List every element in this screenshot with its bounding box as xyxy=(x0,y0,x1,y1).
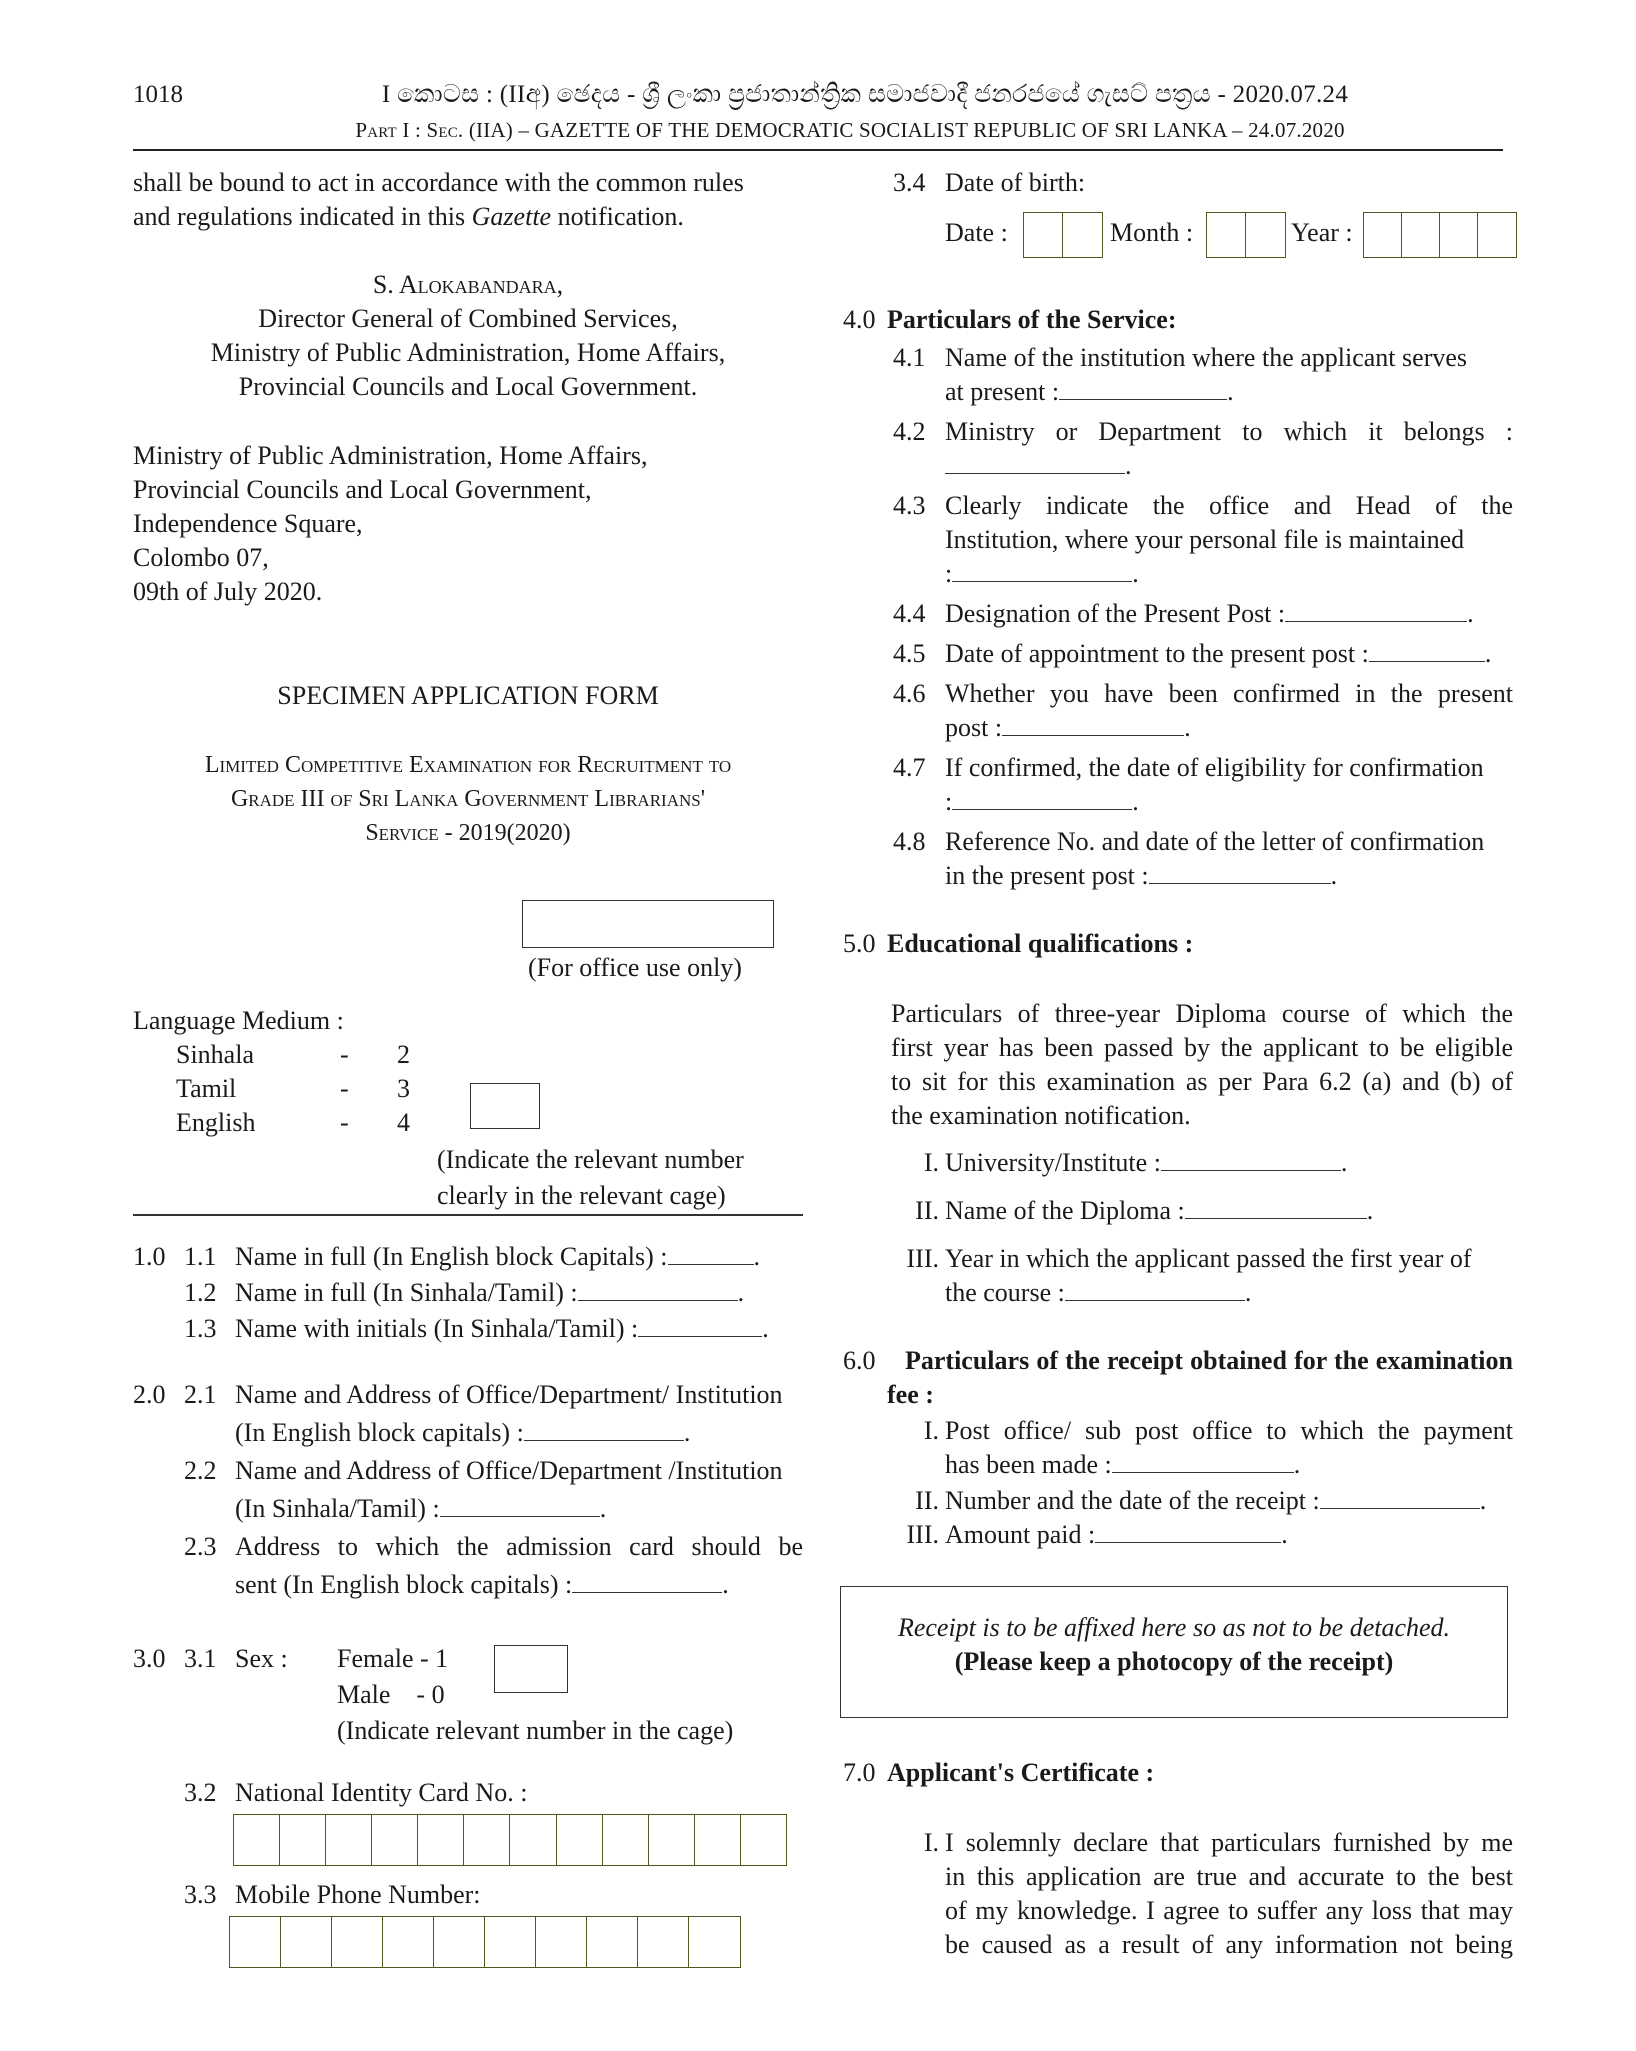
dob-month-label: Month : xyxy=(1110,218,1194,247)
item-number: 4.8 xyxy=(893,827,926,856)
nic-cell[interactable] xyxy=(326,1815,372,1865)
field-office-address-english[interactable]: Name and Address of Office/Department/ Institution (In English block capitals) : . xyxy=(235,1378,803,1450)
receipt-note: (Please keep a photocopy of the receipt) xyxy=(954,1647,1394,1676)
declaration-line: be caused as a result of any information not being xyxy=(945,1930,1513,1959)
field-label: the course : xyxy=(945,1278,1065,1307)
exam-title: Limited Competitive Examination for Recruitment to Grade III of Sri Lanka Government Librarians' Service - 2019(2020) xyxy=(204,752,732,846)
item-number: III. xyxy=(906,1244,939,1273)
intro-paragraph xyxy=(133,166,803,234)
fill-line xyxy=(1320,1490,1480,1509)
gazette-title-english: Part I : Sec. (IIA) – GAZETTE OF THE DEMOCRATIC SOCIALIST REPUBLIC OF SRI LANKA – 24.07.2020 xyxy=(355,118,1345,142)
header-rule xyxy=(133,149,1503,151)
field-personal-file[interactable]: Clearly indicate the office and Head of the Institution, where your personal file is maintained : . xyxy=(945,491,1513,588)
field-label: Number and the date of the receipt : xyxy=(945,1486,1320,1515)
item-number: 4.7 xyxy=(893,753,926,782)
field-label: Ministry or Department to which it belongs : xyxy=(945,417,1513,446)
language-medium-label: Language Medium : xyxy=(133,1006,344,1035)
nic-cell[interactable] xyxy=(603,1815,649,1865)
mobile-cell[interactable] xyxy=(383,1917,434,1967)
item-number: II. xyxy=(915,1196,939,1225)
mobile-input-cells[interactable] xyxy=(229,1916,741,1968)
dob-date-label: Date : xyxy=(945,218,1008,247)
item-number: 1.3 xyxy=(184,1314,217,1343)
dash: - xyxy=(340,1108,349,1137)
mobile-cell[interactable] xyxy=(638,1917,689,1967)
nic-cell[interactable] xyxy=(649,1815,695,1865)
date-cell[interactable] xyxy=(1024,213,1063,257)
field-label: Name with initials (In Sinhala/Tamil) : xyxy=(235,1314,639,1343)
field-name-full-sinhala[interactable]: Name in full (In Sinhala/Tamil) : . xyxy=(235,1278,745,1307)
field-label: : xyxy=(945,559,953,588)
fill-line xyxy=(1002,717,1184,736)
date-line: 09th of July 2020. xyxy=(133,577,323,606)
intro-line-1: shall be bound to act in accordance with the common rules xyxy=(133,168,744,197)
field-label: (In English block capitals) : xyxy=(235,1418,524,1447)
item-number: 4.2 xyxy=(893,417,926,446)
office-use-label: (For office use only) xyxy=(528,953,742,982)
year-cell[interactable] xyxy=(1478,213,1515,257)
dob-year-cells[interactable] xyxy=(1363,212,1517,258)
field-label: post : xyxy=(945,713,1003,742)
gazette-title-sinhala: I කොටස : (IIඅ) ඡෙදය - ශ්‍රී ලංකා ප්‍රජාතාන්ත්‍රික සමාජවාදී ජනරජයේ ගැසට් පත්‍රය - 2020.07.24 xyxy=(381,81,1349,108)
item-number: III. xyxy=(906,1520,939,1549)
field-amount-paid[interactable]: Amount paid : . xyxy=(945,1520,1288,1549)
year-cell[interactable] xyxy=(1402,213,1440,257)
field-post-office[interactable]: Post office/ sub post office to which the payment has been made : . xyxy=(945,1416,1513,1479)
language-tamil: Tamil xyxy=(176,1074,237,1103)
field-year-passed[interactable]: Year in which the applicant passed the first year of the course : . xyxy=(945,1242,1513,1310)
language-sinhala: Sinhala xyxy=(176,1040,254,1069)
para-line: the examination notification. xyxy=(891,1101,1191,1130)
declaration-line: I solemnly declare that particulars furnished by me xyxy=(945,1828,1513,1857)
item-number: 2.1 xyxy=(184,1380,217,1409)
declaration-line: of my knowledge. I agree to suffer any loss that may xyxy=(945,1896,1513,1925)
item-number: 4.3 xyxy=(893,491,926,520)
nic-cell[interactable] xyxy=(280,1815,326,1865)
mobile-cell[interactable] xyxy=(434,1917,485,1967)
dob-label: Date of birth: xyxy=(945,168,1086,197)
month-cell[interactable] xyxy=(1207,213,1246,257)
item-number: 3.3 xyxy=(184,1880,217,1909)
item-number: I. xyxy=(923,1148,939,1177)
dash: - xyxy=(340,1074,349,1103)
item-number: 4.5 xyxy=(893,639,926,668)
section-6-number: 6.0 xyxy=(843,1346,876,1375)
signatory-ministry-2: Provincial Councils and Local Government. xyxy=(238,372,698,401)
section-7-number: 7.0 xyxy=(843,1758,876,1787)
date-cell[interactable] xyxy=(1063,213,1101,257)
field-label: Designation of the Present Post : xyxy=(945,599,1286,628)
fill-line xyxy=(1149,865,1331,884)
para-line: Particulars of three-year Diploma course of which the xyxy=(891,999,1513,1028)
fill-line xyxy=(952,563,1132,582)
fill-line xyxy=(578,1282,738,1301)
field-confirmed[interactable]: Whether you have been confirmed in the present post : . xyxy=(945,679,1513,742)
field-label: has been made : xyxy=(945,1450,1112,1479)
field-label: (In Sinhala/Tamil) : xyxy=(235,1494,440,1523)
page-number: 1018 xyxy=(133,81,183,108)
field-label: Name of the institution where the applicant serves xyxy=(945,343,1468,372)
fill-line xyxy=(1369,643,1485,662)
fill-line xyxy=(1059,381,1227,400)
field-confirmation-letter[interactable]: Reference No. and date of the letter of confirmation in the present post : . xyxy=(945,825,1513,893)
section-5-number: 5.0 xyxy=(843,929,876,958)
receipt-box[interactable] xyxy=(840,1586,1508,1718)
field-office-address-sinhala[interactable]: Name and Address of Office/Department /Institution (In Sinhala/Tamil) : . xyxy=(235,1454,803,1526)
para-line: to sit for this examination as per Para 6.2 (a) and (b) of xyxy=(891,1067,1513,1096)
fill-line xyxy=(945,455,1125,474)
field-designation[interactable]: Designation of the Present Post : . xyxy=(945,599,1474,628)
field-label: Name and Address of Office/Department/ Institution xyxy=(235,1380,783,1409)
signatory-block xyxy=(133,268,803,404)
mobile-cell[interactable] xyxy=(230,1917,281,1967)
field-label: Name in full (In English block Capitals) : xyxy=(235,1242,668,1271)
language-code: 4 xyxy=(397,1108,410,1137)
dob-year-label: Year : xyxy=(1291,218,1353,247)
sex-male: Male - 0 xyxy=(337,1680,445,1709)
nic-cell[interactable] xyxy=(418,1815,464,1865)
field-label: Year in which the applicant passed the first year of xyxy=(945,1244,1472,1273)
section-2-number: 2.0 xyxy=(133,1380,166,1409)
section-7-title: Applicant's Certificate : xyxy=(887,1758,1155,1787)
declaration-line: in this application are true and accurate to the best xyxy=(945,1862,1513,1891)
field-label: Whether you have been confirmed in the present xyxy=(945,679,1513,708)
field-label: at present : xyxy=(945,377,1060,406)
field-ministry[interactable]: Ministry or Department to which it belongs : . xyxy=(945,417,1513,480)
section-5-title: Educational qualifications : xyxy=(887,929,1194,958)
fill-line xyxy=(668,1246,754,1265)
item-number: 4.4 xyxy=(893,599,926,628)
address-line: Colombo 07, xyxy=(133,543,269,572)
mobile-cell[interactable] xyxy=(587,1917,638,1967)
intro-line-2: and regulations indicated in this Gazette notification. xyxy=(133,202,684,231)
fill-line xyxy=(952,791,1132,810)
item-number: 4.6 xyxy=(893,679,926,708)
address-line: Provincial Councils and Local Government, xyxy=(133,475,592,504)
field-diploma-name[interactable]: Name of the Diploma : . xyxy=(945,1196,1374,1225)
sex-note: (Indicate relevant number in the cage) xyxy=(337,1716,734,1745)
dob-month-cells[interactable] xyxy=(1206,212,1286,258)
mobile-label: Mobile Phone Number: xyxy=(235,1880,481,1909)
field-label: University/Institute : xyxy=(945,1148,1161,1177)
field-label: in the present post : xyxy=(945,861,1149,890)
field-label: Reference No. and date of the letter of confirmation xyxy=(945,827,1485,856)
section-3-number: 3.0 xyxy=(133,1644,166,1673)
section-divider xyxy=(133,1214,803,1216)
fill-line xyxy=(1065,1282,1245,1301)
field-eligibility-date[interactable]: If confirmed, the date of eligibility for confirmation : . xyxy=(945,751,1513,819)
nic-cell[interactable] xyxy=(372,1815,418,1865)
address-line: Ministry of Public Administration, Home Affairs, xyxy=(133,441,648,470)
mobile-cell[interactable] xyxy=(536,1917,587,1967)
mobile-cell[interactable] xyxy=(689,1917,739,1967)
fill-line xyxy=(638,1318,762,1337)
month-cell[interactable] xyxy=(1246,213,1284,257)
item-number: 3.1 xyxy=(184,1644,217,1673)
sex-female: Female - 1 xyxy=(337,1644,449,1673)
nic-cell[interactable] xyxy=(510,1815,556,1865)
field-receipt-number[interactable]: Number and the date of the receipt : . xyxy=(945,1486,1487,1515)
field-label: Name of the Diploma : xyxy=(945,1196,1185,1225)
nic-cell[interactable] xyxy=(234,1815,280,1865)
fill-line xyxy=(1185,1200,1367,1219)
year-cell[interactable] xyxy=(1364,213,1402,257)
language-note-2: clearly in the relevant cage) xyxy=(437,1181,726,1210)
item-number: I. xyxy=(923,1828,939,1857)
field-admission-address[interactable]: Address to which the admission card should be sent (In English block capitals) : . xyxy=(235,1532,803,1599)
nic-cell[interactable] xyxy=(741,1815,786,1865)
field-label: Institution, where your personal file is maintained xyxy=(945,525,1465,554)
mobile-cell[interactable] xyxy=(485,1917,536,1967)
nic-cell[interactable] xyxy=(557,1815,603,1865)
receipt-instruction: Receipt is to be affixed here so as not to be detached. xyxy=(897,1613,1451,1642)
sex-label: Sex : xyxy=(235,1644,288,1673)
section-1-number: 1.0 xyxy=(133,1242,166,1271)
dash: - xyxy=(340,1040,349,1069)
address-line: Independence Square, xyxy=(133,509,363,538)
field-label: : xyxy=(945,787,953,816)
year-cell[interactable] xyxy=(1440,213,1478,257)
sex-cage[interactable] xyxy=(494,1645,568,1693)
item-number: 4.1 xyxy=(893,343,926,372)
field-label: Name and Address of Office/Department /Institution xyxy=(235,1456,783,1485)
field-label: Address to which the admission card should be xyxy=(235,1532,803,1561)
fill-line xyxy=(524,1422,684,1441)
signatory-title: Director General of Combined Services, xyxy=(258,304,678,333)
field-label: Clearly indicate the office and Head of the xyxy=(945,491,1513,520)
field-label: Post office/ sub post office to which the payment xyxy=(945,1416,1513,1445)
language-cage[interactable] xyxy=(470,1083,540,1129)
declaration-text xyxy=(945,1826,1513,1962)
office-use-box[interactable] xyxy=(522,900,774,948)
form-title: SPECIMEN APPLICATION FORM xyxy=(277,681,659,710)
language-code: 3 xyxy=(397,1074,410,1103)
nic-cell[interactable] xyxy=(695,1815,741,1865)
field-label: Date of appointment to the present post : xyxy=(945,639,1369,668)
fill-line xyxy=(1095,1524,1281,1543)
language-note-1: (Indicate the relevant number xyxy=(437,1145,744,1174)
section-4-title: Particulars of the Service: xyxy=(887,305,1177,334)
address-block xyxy=(133,439,803,609)
fill-line xyxy=(1112,1454,1294,1473)
field-name-full-english[interactable]: Name in full (In English block Capitals) : . xyxy=(235,1242,761,1271)
language-code: 2 xyxy=(397,1040,410,1069)
field-label: sent (In English block capitals) : xyxy=(235,1570,573,1599)
section-4-number: 4.0 xyxy=(843,305,876,334)
signatory-ministry-1: Ministry of Public Administration, Home Affairs, xyxy=(210,338,726,367)
item-number: 2.3 xyxy=(184,1532,217,1561)
mobile-cell[interactable] xyxy=(332,1917,383,1967)
fill-line xyxy=(572,1574,722,1593)
para-line: first year has been passed by the applicant to be eligible xyxy=(891,1033,1513,1062)
dob-date-cells[interactable] xyxy=(1023,212,1103,258)
item-number: II. xyxy=(915,1486,939,1515)
section-6-title xyxy=(887,1344,1513,1412)
item-number: I. xyxy=(923,1416,939,1445)
field-appointment-date[interactable]: Date of appointment to the present post : . xyxy=(945,639,1492,668)
fill-line xyxy=(1161,1152,1341,1171)
signatory-name: S. Alokabandara, xyxy=(372,270,564,299)
mobile-cell[interactable] xyxy=(281,1917,332,1967)
item-number: 2.2 xyxy=(184,1456,217,1485)
section-title-line: Particulars of the receipt obtained for the examination xyxy=(905,1346,1513,1375)
field-label: If confirmed, the date of eligibility for confirmation xyxy=(945,753,1484,782)
item-number: 3.4 xyxy=(893,168,926,197)
item-number: 1.1 xyxy=(184,1242,217,1271)
field-name-initials[interactable]: Name with initials (In Sinhala/Tamil) : . xyxy=(235,1314,769,1343)
item-number: 1.2 xyxy=(184,1278,217,1307)
nic-label: National Identity Card No. : xyxy=(235,1778,528,1807)
field-university[interactable]: University/Institute : . xyxy=(945,1148,1348,1177)
nic-input-cells[interactable] xyxy=(233,1814,787,1866)
fill-line xyxy=(440,1498,600,1517)
fill-line xyxy=(1285,603,1467,622)
section-5-paragraph xyxy=(891,997,1513,1133)
section-title-line: fee : xyxy=(887,1380,934,1409)
field-label: Amount paid : xyxy=(945,1520,1096,1549)
language-english: English xyxy=(176,1108,256,1137)
field-institution[interactable]: Name of the institution where the applicant serves at present : . xyxy=(945,341,1513,409)
field-label: Name in full (In Sinhala/Tamil) : xyxy=(235,1278,578,1307)
item-number: 3.2 xyxy=(184,1778,217,1807)
nic-cell[interactable] xyxy=(464,1815,510,1865)
